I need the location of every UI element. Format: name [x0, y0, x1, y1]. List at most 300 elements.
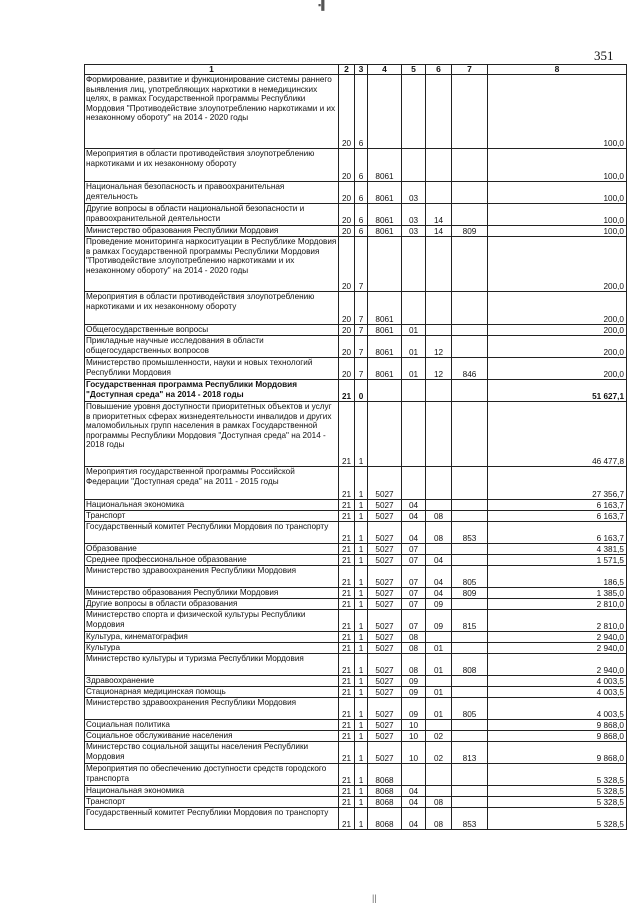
program-code: 7: [355, 325, 368, 336]
amount: 5 328,5: [488, 764, 627, 786]
program-code: 1: [355, 731, 368, 742]
row-name: Государственная программа Республики Мордовия "Доступная среда" на 2014 - 2018 годы: [85, 380, 339, 402]
target-code: 5027: [368, 632, 402, 643]
ministry-code: 815: [452, 610, 488, 632]
division-code: 07: [402, 555, 426, 566]
section-code: 21: [339, 544, 355, 555]
section-code: 20: [339, 226, 355, 237]
table-row: [85, 149, 627, 182]
amount: 4 381,5: [488, 544, 627, 555]
amount: 100,0: [488, 149, 627, 182]
ministry-code: 808: [452, 654, 488, 676]
row-name: Транспорт: [85, 797, 339, 808]
target-code: 5027: [368, 654, 402, 676]
ministry-code: [452, 204, 488, 226]
ministry-code: [452, 182, 488, 204]
amount: 200,0: [488, 336, 627, 358]
program-code: 6: [355, 226, 368, 237]
division-code: 01: [402, 358, 426, 380]
amount: 5 328,5: [488, 808, 627, 830]
program-code: 6: [355, 204, 368, 226]
table-row: [85, 797, 627, 808]
division-code: 09: [402, 698, 426, 720]
row-name: Социальное обслуживание населения: [85, 731, 339, 742]
section-code: 21: [339, 511, 355, 522]
division-code: 04: [402, 797, 426, 808]
scan-artifact-top: ▪▌: [318, 0, 328, 10]
target-code: 8061: [368, 182, 402, 204]
section-code: 21: [339, 599, 355, 610]
amount: 2 810,0: [488, 610, 627, 632]
subdivision-code: [426, 75, 452, 149]
ministry-code: [452, 676, 488, 687]
target-code: [368, 75, 402, 149]
division-code: [402, 467, 426, 500]
division-code: [402, 380, 426, 402]
row-name: Министерство культуры и туризма Республики Мордовия: [85, 654, 339, 676]
program-code: 1: [355, 544, 368, 555]
row-name: Мероприятия в области противодействия злоупотреблению наркотиками и их незаконному обороту: [85, 149, 339, 182]
row-name: Стационарная медицинская помощь: [85, 687, 339, 698]
target-code: 8061: [368, 336, 402, 358]
program-code: 0: [355, 380, 368, 402]
ministry-code: [452, 500, 488, 511]
table-row: [85, 566, 627, 588]
col-header: 8: [488, 65, 627, 75]
row-name: Прикладные научные исследования в области общегосударственных вопросов: [85, 336, 339, 358]
target-code: 5027: [368, 467, 402, 500]
section-code: 21: [339, 687, 355, 698]
division-code: 07: [402, 544, 426, 555]
target-code: 5027: [368, 522, 402, 544]
header-row: [85, 65, 627, 75]
subdivision-code: [426, 149, 452, 182]
ministry-code: 846: [452, 358, 488, 380]
ministry-code: [452, 237, 488, 292]
table-row: [85, 808, 627, 830]
target-code: 5027: [368, 544, 402, 555]
table-row: [85, 380, 627, 402]
section-code: 21: [339, 500, 355, 511]
amount: 100,0: [488, 204, 627, 226]
col-header: 3: [355, 65, 368, 75]
ministry-code: 805: [452, 566, 488, 588]
row-name: Повышение уровня доступности приоритетных объектов и услуг в приоритетных сферах жизнедеятельности инвалидов и других маломобильных групп населения в рамках Государственной программы Республики Мордовия "Доступная среда" на 2014 - 2018 годы: [85, 402, 339, 467]
col-header: 7: [452, 65, 488, 75]
program-code: 6: [355, 149, 368, 182]
program-code: 1: [355, 676, 368, 687]
ministry-code: 809: [452, 226, 488, 237]
amount: 4 003,5: [488, 698, 627, 720]
division-code: 04: [402, 522, 426, 544]
program-code: 1: [355, 742, 368, 764]
division-code: 03: [402, 226, 426, 237]
amount: 51 627,1: [488, 380, 627, 402]
division-code: 03: [402, 204, 426, 226]
amount: 2 940,0: [488, 643, 627, 654]
program-code: 1: [355, 522, 368, 544]
program-code: 1: [355, 500, 368, 511]
subdivision-code: 12: [426, 336, 452, 358]
table-row: [85, 467, 627, 500]
subdivision-code: 04: [426, 566, 452, 588]
target-code: 5027: [368, 676, 402, 687]
row-name: Государственный комитет Республики Мордовия по транспорту: [85, 522, 339, 544]
amount: 46 477,8: [488, 402, 627, 467]
table-row: [85, 182, 627, 204]
col-header: 1: [85, 65, 339, 75]
ministry-code: [452, 325, 488, 336]
section-code: 21: [339, 797, 355, 808]
section-code: 21: [339, 676, 355, 687]
subdivision-code: 08: [426, 522, 452, 544]
section-code: 21: [339, 610, 355, 632]
section-code: 21: [339, 742, 355, 764]
division-code: 04: [402, 511, 426, 522]
subdivision-code: 08: [426, 797, 452, 808]
section-code: 21: [339, 720, 355, 731]
row-name: Культура, кинематография: [85, 632, 339, 643]
program-code: 1: [355, 632, 368, 643]
subdivision-code: 08: [426, 511, 452, 522]
amount: 200,0: [488, 237, 627, 292]
ministry-code: [452, 336, 488, 358]
subdivision-code: 12: [426, 358, 452, 380]
subdivision-code: 14: [426, 226, 452, 237]
table-row: [85, 632, 627, 643]
amount: 100,0: [488, 182, 627, 204]
amount: 9 868,0: [488, 742, 627, 764]
subdivision-code: 04: [426, 555, 452, 566]
table-row: [85, 786, 627, 797]
section-code: 21: [339, 764, 355, 786]
ministry-code: [452, 720, 488, 731]
col-header: 6: [426, 65, 452, 75]
target-code: 5027: [368, 643, 402, 654]
section-code: 21: [339, 380, 355, 402]
budget-table: [84, 64, 627, 830]
ministry-code: [452, 599, 488, 610]
table-row: [85, 544, 627, 555]
ministry-code: [452, 75, 488, 149]
ministry-code: [452, 380, 488, 402]
ministry-code: [452, 292, 488, 325]
target-code: 5027: [368, 566, 402, 588]
amount: 186,5: [488, 566, 627, 588]
section-code: 21: [339, 731, 355, 742]
subdivision-code: 09: [426, 610, 452, 632]
division-code: [402, 292, 426, 325]
program-code: 7: [355, 336, 368, 358]
target-code: 8068: [368, 808, 402, 830]
table-row: [85, 402, 627, 467]
table-row: [85, 522, 627, 544]
division-code: 07: [402, 588, 426, 599]
subdivision-code: 08: [426, 808, 452, 830]
subdivision-code: 01: [426, 698, 452, 720]
program-code: 1: [355, 654, 368, 676]
target-code: [368, 237, 402, 292]
ministry-code: [452, 511, 488, 522]
program-code: 1: [355, 511, 368, 522]
program-code: 1: [355, 610, 368, 632]
table-row: [85, 336, 627, 358]
program-code: 7: [355, 237, 368, 292]
division-code: [402, 402, 426, 467]
subdivision-code: [426, 676, 452, 687]
target-code: 5027: [368, 731, 402, 742]
table-row: [85, 226, 627, 237]
table-row: [85, 654, 627, 676]
subdivision-code: 01: [426, 687, 452, 698]
ministry-code: [452, 797, 488, 808]
subdivision-code: [426, 786, 452, 797]
row-name: Мероприятия государственной программы Российской Федерации "Доступная среда" на 2011 - 2015 годы: [85, 467, 339, 500]
col-header: 2: [339, 65, 355, 75]
ministry-code: 853: [452, 522, 488, 544]
ministry-code: [452, 643, 488, 654]
row-name: Мероприятия в области противодействия злоупотреблению наркотиками и их незаконному обороту: [85, 292, 339, 325]
subdivision-code: [426, 237, 452, 292]
section-code: 21: [339, 402, 355, 467]
amount: 100,0: [488, 75, 627, 149]
division-code: 08: [402, 632, 426, 643]
ministry-code: [452, 632, 488, 643]
table-row: [85, 292, 627, 325]
division-code: 07: [402, 566, 426, 588]
section-code: 20: [339, 336, 355, 358]
division-code: 04: [402, 786, 426, 797]
program-code: 1: [355, 555, 368, 566]
table-row: [85, 555, 627, 566]
subdivision-code: [426, 467, 452, 500]
ministry-code: 809: [452, 588, 488, 599]
table-row: [85, 676, 627, 687]
target-code: 5027: [368, 610, 402, 632]
row-name: Образование: [85, 544, 339, 555]
section-code: 21: [339, 632, 355, 643]
subdivision-code: [426, 402, 452, 467]
row-name: Транспорт: [85, 511, 339, 522]
ministry-code: [452, 764, 488, 786]
amount: 5 328,5: [488, 786, 627, 797]
row-name: Министерство социальной защиты населения Республики Мордовия: [85, 742, 339, 764]
table-row: [85, 731, 627, 742]
scan-artifact-bottom: ||: [372, 893, 377, 903]
subdivision-code: [426, 764, 452, 786]
section-code: 20: [339, 325, 355, 336]
division-code: 03: [402, 182, 426, 204]
division-code: [402, 149, 426, 182]
target-code: 8061: [368, 226, 402, 237]
section-code: 21: [339, 522, 355, 544]
program-code: 1: [355, 786, 368, 797]
section-code: 20: [339, 182, 355, 204]
table-row: [85, 643, 627, 654]
row-name: Министерство здравоохранения Республики Мордовия: [85, 566, 339, 588]
amount: 6 163,7: [488, 511, 627, 522]
program-code: 1: [355, 698, 368, 720]
target-code: 5027: [368, 742, 402, 764]
target-code: [368, 380, 402, 402]
section-code: 21: [339, 786, 355, 797]
amount: 5 328,5: [488, 797, 627, 808]
table-row: [85, 588, 627, 599]
program-code: 1: [355, 720, 368, 731]
target-code: 8061: [368, 204, 402, 226]
ministry-code: 805: [452, 698, 488, 720]
ministry-code: [452, 687, 488, 698]
table-row: [85, 500, 627, 511]
target-code: 8061: [368, 325, 402, 336]
subdivision-code: 02: [426, 742, 452, 764]
section-code: 21: [339, 643, 355, 654]
subdivision-code: [426, 292, 452, 325]
section-code: 21: [339, 555, 355, 566]
subdivision-code: [426, 500, 452, 511]
table-row: [85, 358, 627, 380]
section-code: 21: [339, 467, 355, 500]
subdivision-code: 01: [426, 654, 452, 676]
division-code: 08: [402, 654, 426, 676]
ministry-code: [452, 149, 488, 182]
target-code: 8068: [368, 786, 402, 797]
row-name: Формирование, развитие и функционирование системы раннего выявления лиц, употребляющих наркотики в немедицинских целях, в рамках Государственной программы Республики Мордовия "Противодействие злоупотреблению наркотиками и их незаконному обороту" на 2014 - 2020 годы: [85, 75, 339, 149]
table-row: [85, 687, 627, 698]
program-code: 6: [355, 75, 368, 149]
division-code: 04: [402, 500, 426, 511]
program-code: 1: [355, 588, 368, 599]
ministry-code: 813: [452, 742, 488, 764]
amount: 200,0: [488, 358, 627, 380]
table-row: [85, 610, 627, 632]
target-code: 8068: [368, 797, 402, 808]
subdivision-code: [426, 632, 452, 643]
row-name: Национальная экономика: [85, 786, 339, 797]
amount: 1 571,5: [488, 555, 627, 566]
program-code: 1: [355, 687, 368, 698]
amount: 6 163,7: [488, 522, 627, 544]
subdivision-code: [426, 544, 452, 555]
target-code: 5027: [368, 555, 402, 566]
section-code: 20: [339, 204, 355, 226]
program-code: 7: [355, 292, 368, 325]
section-code: 20: [339, 237, 355, 292]
ministry-code: [452, 786, 488, 797]
division-code: 04: [402, 808, 426, 830]
section-code: 21: [339, 588, 355, 599]
ministry-code: [452, 467, 488, 500]
program-code: 1: [355, 599, 368, 610]
section-code: 21: [339, 566, 355, 588]
table-row: [85, 204, 627, 226]
target-code: 5027: [368, 511, 402, 522]
table-row: [85, 742, 627, 764]
program-code: 1: [355, 566, 368, 588]
amount: 2 940,0: [488, 654, 627, 676]
program-code: 1: [355, 797, 368, 808]
amount: 9 868,0: [488, 720, 627, 731]
row-name: Социальная политика: [85, 720, 339, 731]
division-code: 09: [402, 687, 426, 698]
row-name: Министерство образования Республики Мордовия: [85, 226, 339, 237]
division-code: [402, 237, 426, 292]
section-code: 21: [339, 654, 355, 676]
division-code: [402, 764, 426, 786]
target-code: 5027: [368, 500, 402, 511]
amount: 2 940,0: [488, 632, 627, 643]
subdivision-code: 09: [426, 599, 452, 610]
row-name: Министерство спорта и физической культуры Республики Мордовия: [85, 610, 339, 632]
section-code: 20: [339, 358, 355, 380]
row-name: Проведение мониторинга наркоситуации в Республике Мордовия в рамках Государственной программы Республики Мордовия "Противодействие злоупотреблению наркотиками и их незаконному обороту" на 2014 - 2020 годы: [85, 237, 339, 292]
target-code: 5027: [368, 588, 402, 599]
section-code: 21: [339, 808, 355, 830]
row-name: Другие вопросы в области образования: [85, 599, 339, 610]
row-name: Здравоохранение: [85, 676, 339, 687]
row-name: Министерство промышленности, науки и новых технологий Республики Мордовия: [85, 358, 339, 380]
amount: 100,0: [488, 226, 627, 237]
row-name: Культура: [85, 643, 339, 654]
program-code: 6: [355, 182, 368, 204]
subdivision-code: 02: [426, 731, 452, 742]
target-code: 5027: [368, 599, 402, 610]
section-code: 20: [339, 75, 355, 149]
table-row: [85, 720, 627, 731]
amount: 4 003,5: [488, 676, 627, 687]
ministry-code: [452, 555, 488, 566]
subdivision-code: 01: [426, 643, 452, 654]
division-code: 08: [402, 643, 426, 654]
table-row: [85, 764, 627, 786]
subdivision-code: [426, 325, 452, 336]
target-code: 8061: [368, 292, 402, 325]
division-code: [402, 75, 426, 149]
ministry-code: 853: [452, 808, 488, 830]
program-code: 1: [355, 402, 368, 467]
col-header: 4: [368, 65, 402, 75]
subdivision-code: [426, 380, 452, 402]
division-code: 01: [402, 336, 426, 358]
subdivision-code: 04: [426, 588, 452, 599]
section-code: 21: [339, 698, 355, 720]
section-code: 20: [339, 149, 355, 182]
amount: 2 810,0: [488, 599, 627, 610]
target-code: [368, 402, 402, 467]
ministry-code: [452, 731, 488, 742]
program-code: 1: [355, 467, 368, 500]
table-row: [85, 237, 627, 292]
target-code: 5027: [368, 687, 402, 698]
row-name: Среднее профессиональное образование: [85, 555, 339, 566]
ministry-code: [452, 402, 488, 467]
amount: 200,0: [488, 325, 627, 336]
division-code: 10: [402, 742, 426, 764]
table-row: [85, 325, 627, 336]
table-row: [85, 75, 627, 149]
table-row: [85, 511, 627, 522]
subdivision-code: 14: [426, 204, 452, 226]
row-name: Министерство образования Республики Мордовия: [85, 588, 339, 599]
target-code: 8068: [368, 764, 402, 786]
row-name: Государственный комитет Республики Мордовия по транспорту: [85, 808, 339, 830]
target-code: 8061: [368, 149, 402, 182]
program-code: 1: [355, 764, 368, 786]
program-code: 1: [355, 643, 368, 654]
amount: 9 868,0: [488, 731, 627, 742]
division-code: 07: [402, 610, 426, 632]
ministry-code: [452, 544, 488, 555]
